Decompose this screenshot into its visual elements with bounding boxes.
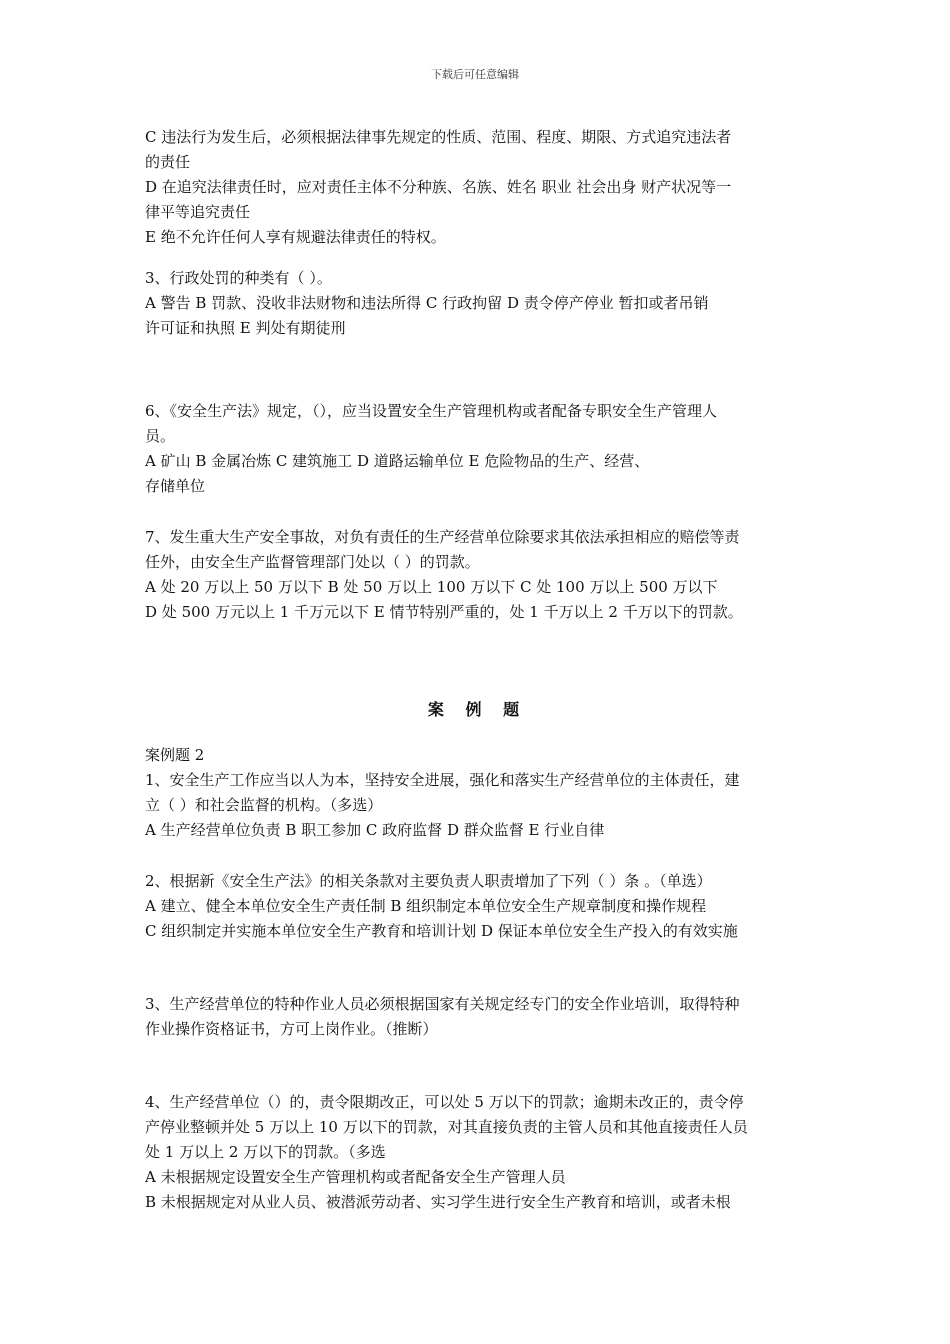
section-title: 案 例 题 (427, 700, 528, 719)
question-7 (145, 525, 810, 625)
question-text: 作业操作资格证书，方可上岗作业。（推断） (145, 1020, 438, 1038)
question-text: 立（ ）和社会监督的机构。（多选） (145, 796, 383, 814)
case-question-4 (145, 1090, 810, 1215)
case-question-2 (145, 869, 810, 944)
question-3 (145, 266, 810, 341)
question-text: 2、根据新《安全生产法》的相关条款对主要负责人职责增加了下列（ ）条 。（单选） (145, 872, 712, 890)
question-options: A 生产经营单位负责 B 职工参加 C 政府监督 D 群众监督 E 行业自律 (145, 821, 605, 839)
case-heading: 案例题 2 (145, 746, 205, 764)
question-options: 许可证和执照 E 判处有期徒刑 (145, 319, 346, 337)
question-options: A 建立、健全本单位安全生产责任制 B 组织制定本单位安全生产规章制度和操作规程 (145, 897, 707, 915)
case-study-2 (145, 743, 810, 1215)
question-text: 4、生产经营单位（）的，责令限期改正，可以处 5 万以下的罚款；逾期未改正的，责令停 (145, 1093, 744, 1111)
question-text: 1、安全生产工作应当以人为本，坚持安全进展，强化和落实生产经营单位的主体责任，建 (145, 771, 740, 789)
question-text: 产停业整顿并处 5 万以上 10 万以下的罚款，对其直接负责的主管人员和其他直接责任人员 (145, 1118, 748, 1136)
legal-principles-block (145, 125, 810, 250)
question-text: 7、发生重大生产安全事故，对负有责任的生产经营单位除要求其依法承担相应的赔偿等责 (145, 528, 740, 546)
question-options: 存储单位 (145, 477, 206, 495)
question-options: D 处 500 万元以上 1 千万元以下 E 情节特别严重的，处 1 千万以上 2 千万以下的罚款。 (145, 603, 743, 621)
question-text: 任外，由安全生产监督管理部门处以（ ）的罚款。 (145, 553, 480, 571)
question-options: A 矿山 B 金属冶炼 C 建筑施工 D 道路运输单位 E 危险物品的生产、经营、 (145, 452, 650, 470)
text-line: 律平等追究责任 (145, 203, 251, 221)
question-options: C 组织制定并实施本单位安全生产教育和培训计划 D 保证本单位安全生产投入的有效实施 (145, 922, 738, 940)
question-text: 处 1 万以上 2 万以下的罚款。（多选 (145, 1143, 386, 1161)
case-question-1 (145, 768, 810, 843)
question-options: A 未根据规定设置安全生产管理机构或者配备安全生产管理人员 (145, 1168, 566, 1186)
question-text: 3、行政处罚的种类有（ ）。 (145, 269, 332, 287)
question-options: A 警告 B 罚款、没收非法财物和违法所得 C 行政拘留 D 责令停产停业 暂扣或者吊销 (145, 294, 709, 312)
page-header: 下载后可任意编辑 (431, 68, 519, 81)
text-line: C 违法行为发生后，必须根据法律事先规定的性质、范围、程度、期限、方式追究违法者 (145, 128, 732, 146)
question-options: A 处 20 万以上 50 万以下 B 处 50 万以上 100 万以下 C 处 100 万以上 500 万以下 (145, 578, 718, 596)
text-line: D 在追究法律责任时，应对责任主体不分种族、名族、姓名 职业 社会出身 财产状况等一 (145, 178, 732, 196)
text-line: E 绝不允许任何人享有规避法律责任的特权。 (145, 228, 446, 246)
case-question-3 (145, 992, 810, 1042)
document-body (145, 125, 810, 1215)
question-text: 3、生产经营单位的特种作业人员必须根据国家有关规定经专门的安全作业培训，取得特种 (145, 995, 740, 1013)
question-text: 员。 (145, 427, 176, 445)
question-options: B 未根据规定对从业人员、被潜派劳动者、实习学生进行安全生产教育和培训，或者未根 (145, 1193, 731, 1211)
text-line: 的责任 (145, 153, 191, 171)
question-6 (145, 399, 810, 499)
question-text: 6、《安全生产法》规定，（），应当设置安全生产管理机构或者配备专职安全生产管理人 (145, 402, 718, 420)
